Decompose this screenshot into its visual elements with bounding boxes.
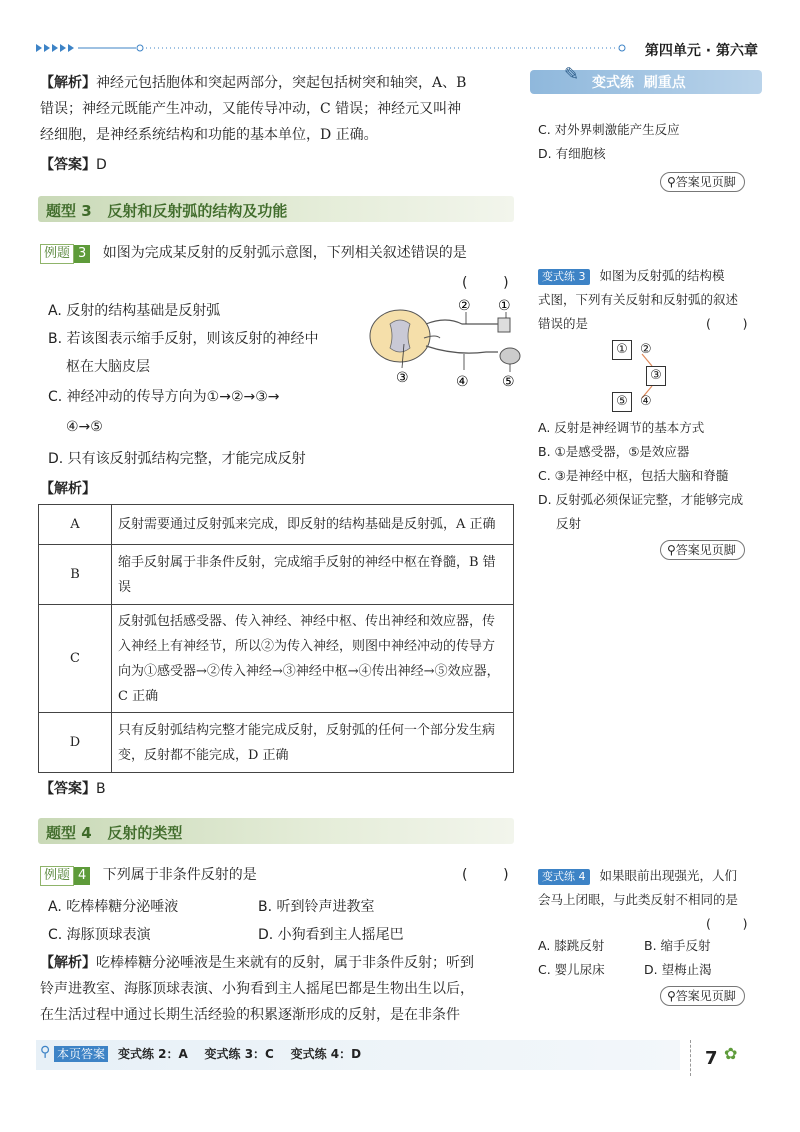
variant3-option-c: C. ③是神经中枢，包括大脑和脊髓 — [538, 468, 729, 483]
table-cell-text: 反射弧包括感受器、传入神经、神经中枢、传出神经和效应器，传入神经上有神经节，所以②为传入神经，则图中神经冲动的传导方向为①感受器→②传入神经→③神经中枢→④传出神经→⑤效应器，C 正确 — [112, 605, 514, 713]
option-c-cont: ④→⑤ — [66, 419, 103, 435]
table-cell-letter: C — [39, 605, 112, 713]
example-tag: 例题 — [40, 244, 74, 264]
variant3-option-d: D. 反射弧必须保证完整，才能够完成 — [538, 492, 744, 507]
variant4-option-b: B. 缩手反射 — [644, 938, 711, 953]
variant3-option-a: A. 反射是神经调节的基本方式 — [538, 420, 705, 435]
table-cell-letter: B — [39, 545, 112, 605]
question-text: 如图为完成某反射的反射弧示意图，下列相关叙述错误的是 — [102, 245, 467, 261]
table-cell-text: 只有反射弧结构完整才能完成反射，反射弧的任何一个部分发生病变，反射都不能完成，D 正确 — [112, 713, 514, 773]
chapter-title: 第四单元 · 第六章 — [644, 43, 758, 59]
pin-icon: ⚲ — [667, 989, 676, 1003]
variant3-option-d-cont: 反射 — [556, 516, 582, 531]
option-a: A. 反射的结构基础是反射弧 — [48, 303, 221, 319]
variant2-option: D. 有细胞核 — [538, 146, 606, 161]
box-5: ⑤ — [612, 392, 632, 412]
pin-icon: ⚲ — [667, 175, 676, 189]
table-row — [39, 505, 514, 545]
option-d: D. 只有该反射弧结构完整，才能完成反射 — [48, 451, 306, 467]
question-line: 如果眼前出现强光，人们 — [599, 868, 737, 883]
gray-matter — [390, 320, 410, 352]
table-cell-letter: A — [39, 505, 112, 545]
label-5: ⑤ — [502, 374, 515, 390]
variant-tag: 变式练 3 — [538, 269, 590, 285]
analysis-label: 【解析】 — [40, 955, 96, 971]
answer-paren: ( ) — [706, 916, 748, 931]
table-row — [39, 605, 514, 713]
key-icon: ⚲ — [40, 1044, 51, 1060]
example4-analysis — [40, 950, 520, 1028]
answer-value: B — [96, 781, 106, 797]
reflex-arc-figure — [366, 294, 526, 394]
answer-hint-text: 答案见页脚 — [675, 543, 736, 557]
table-cell-text: 反射需要通过反射弧来完成，即反射的结构基础是反射弧，A 正确 — [112, 505, 514, 545]
banner-label: 变式练 刷重点 — [592, 75, 686, 91]
example-number: 4 — [74, 867, 90, 885]
answer-paren: ( ) — [706, 316, 748, 331]
option-c: C. 海豚顶球表演 — [48, 927, 151, 943]
example3-question — [40, 240, 520, 266]
variant3-option-b: B. ①是感受器，⑤是效应器 — [538, 444, 690, 459]
variant-tag: 变式练 4 — [538, 869, 590, 885]
page-number: 7 — [705, 1048, 718, 1069]
prev-answer — [40, 152, 107, 178]
option-d: D. 小狗看到主人摇尾巴 — [258, 927, 404, 943]
answer-value: D — [96, 157, 107, 173]
prev-analysis — [40, 70, 520, 148]
footer-answers-band — [36, 1040, 680, 1070]
table-cell-text: 缩手反射属于非条件反射，完成缩手反射的神经中枢在脊髓，B 错误 — [112, 545, 514, 605]
answer-paren: ( ) — [462, 275, 509, 291]
analysis-label: 【解析】 — [40, 481, 96, 497]
analysis-line: 经细胞，是神经系统结构和功能的基本单位，D 正确。 — [40, 127, 378, 143]
option-a: A. 吃棒棒糖分泌唾液 — [48, 899, 179, 915]
example4-question — [40, 862, 520, 888]
analysis-line: 错误；神经元既能产生冲动，又能传导冲动，C 错误；神经元又叫神 — [40, 101, 462, 117]
answer-hint-pill[interactable] — [660, 986, 745, 1006]
pin-icon: ⚲ — [667, 543, 676, 557]
variant4-option-c: C. 婴儿尿床 — [538, 962, 605, 977]
analysis-line: 在生活过程中通过长期生活经验的积累逐渐形成的反射，是在非条件 — [40, 1007, 460, 1023]
answer-label: 【答案】 — [40, 781, 96, 797]
analysis-label: 【解析】 — [40, 75, 96, 91]
box-3: ③ — [646, 366, 666, 386]
answer-hint-pill[interactable] — [660, 540, 745, 560]
question-line: 会马上闭眼，与此类反射不相同的是 — [538, 892, 739, 907]
variant2-option: C. 对外界刺激能产生反应 — [538, 122, 680, 137]
footer-answers-label: 本页答案 — [54, 1046, 108, 1062]
answer-paren: ( ) — [462, 867, 509, 883]
section-title: 题型 3 反射和反射弧的结构及功能 — [46, 202, 288, 220]
answer-hint-text: 答案见页脚 — [675, 989, 736, 1003]
section-header — [38, 196, 514, 222]
label-2: ② — [458, 298, 471, 314]
table-row — [39, 545, 514, 605]
option-c: C. 神经冲动的传导方向为①→②→③→ — [48, 389, 280, 405]
box-1: ① — [612, 340, 632, 360]
analysis-line: 吃棒棒糖分泌唾液是生来就有的反射，属于非条件反射；听到 — [96, 955, 474, 971]
receptor — [498, 318, 510, 332]
variant4-option-a: A. 膝跳反射 — [538, 938, 605, 953]
answer-hint-pill[interactable] — [660, 172, 745, 192]
label-1: ① — [498, 298, 511, 314]
label-2: ② — [640, 342, 652, 357]
label-4: ④ — [640, 394, 652, 409]
example3-answer — [40, 776, 106, 802]
question-text: 下列属于非条件反射的是 — [102, 867, 257, 883]
analysis-line: 铃声进教室、海豚顶球表演、小狗看到主人摇尾巴都是生物出生以后， — [40, 981, 474, 997]
variant4-question — [538, 864, 764, 912]
variant4-option-d: D. 望梅止渴 — [644, 962, 712, 977]
section-header — [38, 818, 514, 844]
table-cell-letter: D — [39, 713, 112, 773]
section-title: 题型 4 反射的类型 — [46, 824, 183, 842]
efferent-nerve — [426, 346, 498, 353]
label-3: ③ — [396, 370, 409, 386]
sprout-icon: ✿ — [724, 1044, 738, 1063]
example-tag: 例题 — [40, 866, 74, 886]
option-b: B. 若该图表示缩手反射，则该反射的神经中 — [48, 331, 319, 347]
question-line: 错误的是 — [538, 316, 589, 331]
variant-banner — [530, 64, 762, 94]
footer-answers-text: 变式练 2：A 变式练 3：C 变式练 4：D — [118, 1047, 362, 1061]
analysis-table — [38, 504, 514, 773]
option-b: B. 听到铃声进教室 — [258, 899, 375, 915]
answer-hint-text: 答案见页脚 — [675, 175, 736, 189]
effector — [500, 348, 520, 364]
label-4: ④ — [456, 374, 469, 390]
question-line: 式图，下列有关反射和反射弧的叙述 — [538, 292, 739, 307]
option-b-cont: 枢在大脑皮层 — [66, 359, 150, 375]
person-icon: ✎ — [564, 64, 580, 85]
analysis-line: 神经元包括胞体和突起两部分，突起包括树突和轴突，A、B — [96, 75, 467, 91]
answer-label: 【答案】 — [40, 157, 96, 173]
example-number: 3 — [74, 245, 90, 263]
table-row — [39, 713, 514, 773]
question-line: 如图为反射弧的结构模 — [599, 268, 725, 283]
